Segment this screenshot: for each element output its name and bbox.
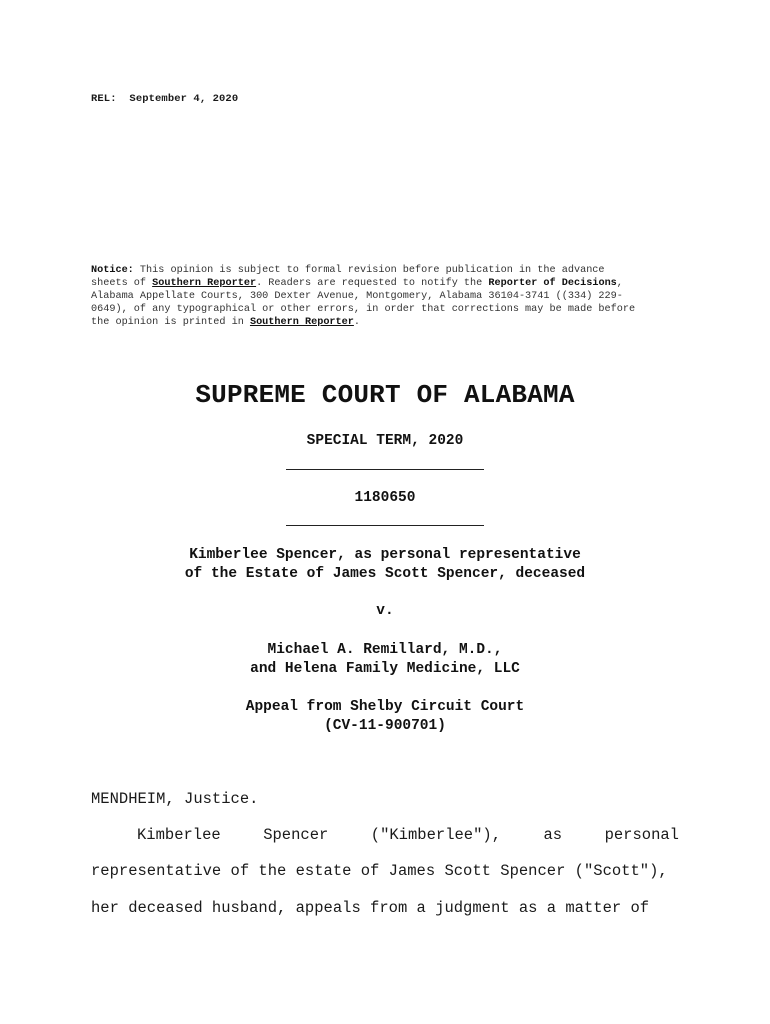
notice-text: This opinion is subject to formal revision before publication in the advance [133,265,605,276]
notice-text: , [616,277,623,289]
appellant-line: Kimberlee Spencer, as personal representative [189,547,581,563]
release-label: REL: [91,93,117,105]
opinion-line-2: representative of the estate of James Scott Spencer ("Scott"), [91,862,668,880]
appellee-caption [0,641,770,679]
release-date-value: September 4, 2020 [129,93,239,105]
word: ("Kimberlee"), [370,826,502,844]
appellee-line: and Helena Family Medicine, LLC [250,661,520,677]
versus: v. [376,603,394,619]
reporter-of-decisions-ref: Reporter of Decisions [488,277,617,289]
divider-rule [286,469,484,470]
divider-rule [286,525,484,526]
word: as [543,826,563,844]
southern-reporter-ref: Southern Reporter [152,277,257,289]
notice-address: Alabama Appellate Courts, 300 Dexter Avenue, Montgomery, Alabama 36104-3741 ((334) 229- [91,290,623,302]
appellant-line: of the Estate of James Scott Spencer, deceased [184,566,586,582]
release-date [91,93,238,105]
appeal-origin [0,698,770,736]
notice-label: Notice: [91,265,134,276]
word: Kimberlee [137,826,221,844]
notice-text: . Readers are requested to notify the [256,277,489,289]
notice-text: 0649), of any typographical or other errors, in order that corrections may be made before [91,303,636,315]
docket-number: 1180650 [354,490,416,506]
court-term: SPECIAL TERM, 2020 [306,433,464,449]
notice-text: the opinion is printed in [91,316,250,328]
appeal-court: Appeal from Shelby Circuit Court [245,699,525,715]
word: personal [604,826,679,844]
southern-reporter-ref: Southern Reporter [249,316,354,328]
opinion-line-3: her deceased husband, appeals from a judgment as a matter of [91,899,650,917]
appellant-caption [0,546,770,584]
opinion-author: MENDHEIM, Justice. [91,790,259,808]
opinion-line-1 [91,826,679,844]
word: Spencer [263,826,329,844]
notice-text: . [353,316,361,328]
case-number: (CV-11-900701) [324,718,446,734]
notice-text: sheets of [91,277,153,289]
publication-notice [91,265,681,330]
court-name: SUPREME COURT OF ALABAMA [195,380,575,410]
appellee-line: Michael A. Remillard, M.D., [267,642,503,658]
